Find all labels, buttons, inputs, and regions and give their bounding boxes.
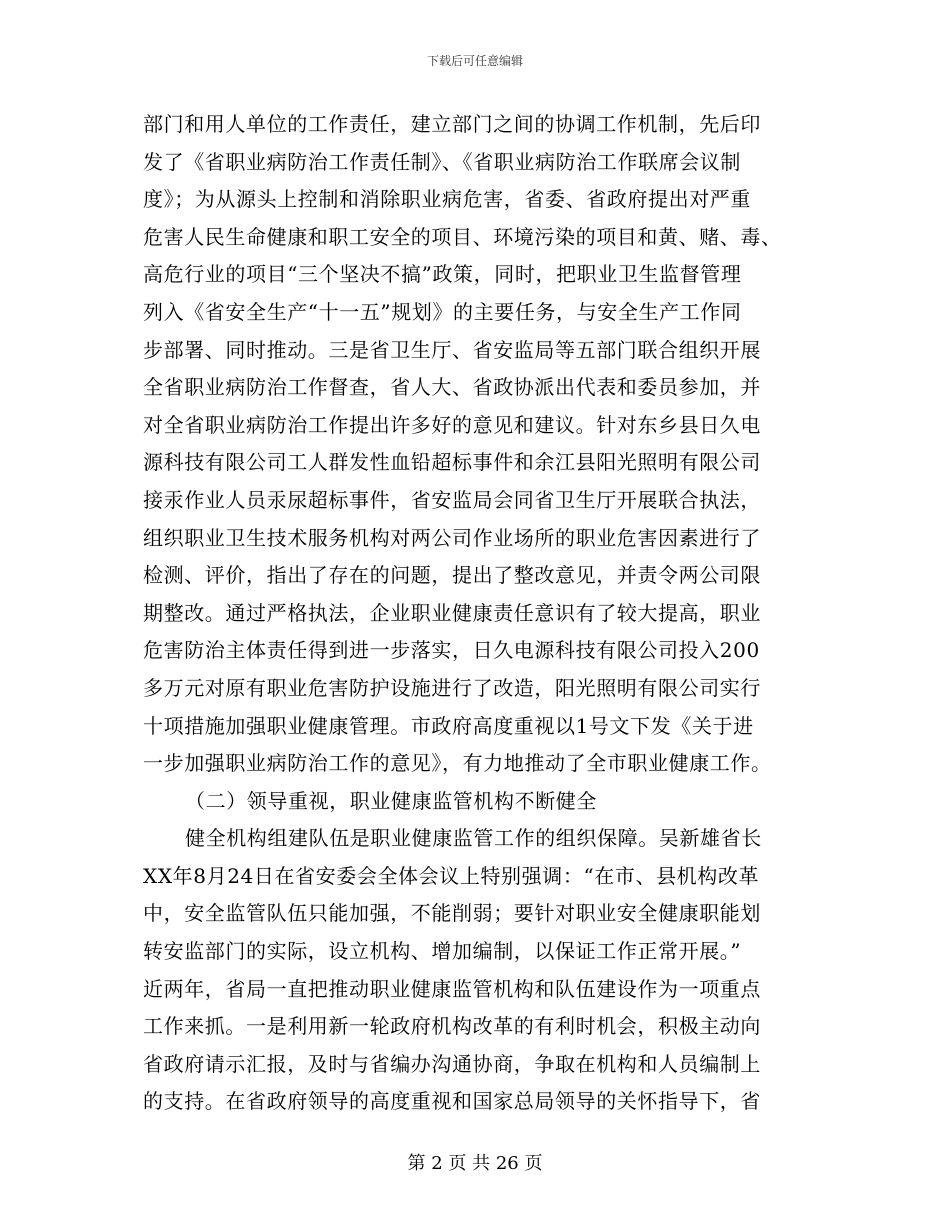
text-line: 源科技有限公司工人群发性血铅超标事件和余江县阳光照明有限公司 <box>143 450 761 475</box>
page-footer: 第 2 页 共 26 页 <box>407 1153 543 1174</box>
text-line: 列入《省安全生产“十一五”规划》的主要任务，与安全生产工作同 <box>143 299 742 324</box>
text-line: 中，安全监管队伍只能加强，不能削弱；要针对职业安全健康职能划 <box>143 901 761 926</box>
text-line: 健全机构组建队伍是职业健康监管工作的组织保障。吴新雄省长 <box>185 826 762 851</box>
page-header: 下载后可任意编辑 <box>426 54 523 68</box>
text-line: 危害人民生命健康和职工安全的项目、环境污染的项目和黄、赌、毒、 <box>143 224 782 249</box>
section-heading: （二）领导重视，职业健康监管机构不断健全 <box>185 788 597 813</box>
text-line: 多万元对原有职业危害防护设施进行了改造，阳光照明有限公司实行 <box>143 675 761 700</box>
text-line: 全省职业病防治工作督查，省人大、省政协派出代表和委员参加，并 <box>143 375 761 400</box>
text-line: 度》；为从源头上控制和消除职业病危害，省委、省政府提出对严重 <box>143 187 751 212</box>
text-line: 高危行业的项目“三个坚决不搞”政策，同时，把职业卫生监督管理 <box>143 262 742 287</box>
text-line: XX年8月24日在省安委会全体会议上特别强调：“在市、县机构改革 <box>143 863 760 888</box>
text-line: 十项措施加强职业健康管理。市政府高度重视以1号文下发《关于进 <box>143 713 754 738</box>
text-line: 对全省职业病防治工作提出许多好的意见和建议。针对东乡县日久电 <box>143 412 761 437</box>
text-line: 的支持。在省政府领导的高度重视和国家总局领导的关怀指导下，省 <box>143 1089 761 1114</box>
text-line: 工作来抓。一是利用新一轮政府机构改革的有利时机会，积极主动向 <box>143 1014 761 1039</box>
text-line: 期整改。通过严格执法，企业职业健康责任意识有了较大提高，职业 <box>143 600 761 625</box>
text-line: 接汞作业人员汞尿超标事件，省安监局会同省卫生厅开展联合执法， <box>143 487 761 512</box>
text-line: 部门和用人单位的工作责任，建立部门之间的协调工作机制，先后印 <box>143 112 761 136</box>
text-line: 发了《省职业病防治工作责任制》、《省职业病防治工作联席会议制 <box>143 149 741 174</box>
text-line: 步部署、同时推动。三是省卫生厅、省安监局等五部门联合组织开展 <box>143 337 761 362</box>
text-line: 危害防治主体责任得到进一步落实，日久电源科技有限公司投入200 <box>143 638 760 663</box>
text-line: 检测、评价，指出了存在的问题，提出了整改意见，并责令两公司限 <box>143 563 761 588</box>
text-line: 组织职业卫生技术服务机构对两公司作业场所的职业危害因素进行了 <box>143 525 761 550</box>
document-body <box>143 106 813 1121</box>
text-line: 省政府请示汇报，及时与省编办沟通协商，争取在机构和人员编制上 <box>143 1051 761 1076</box>
text-line: 一步加强职业病防治工作的意见》，有力地推动了全市职业健康工作。 <box>143 751 772 776</box>
text-line: 近两年，省局一直把推动职业健康监管机构和队伍建设作为一项重点 <box>143 976 761 1001</box>
text-line: 转安监部门的实际，设立机构、增加编制，以保证工作正常开展。” <box>143 939 742 964</box>
